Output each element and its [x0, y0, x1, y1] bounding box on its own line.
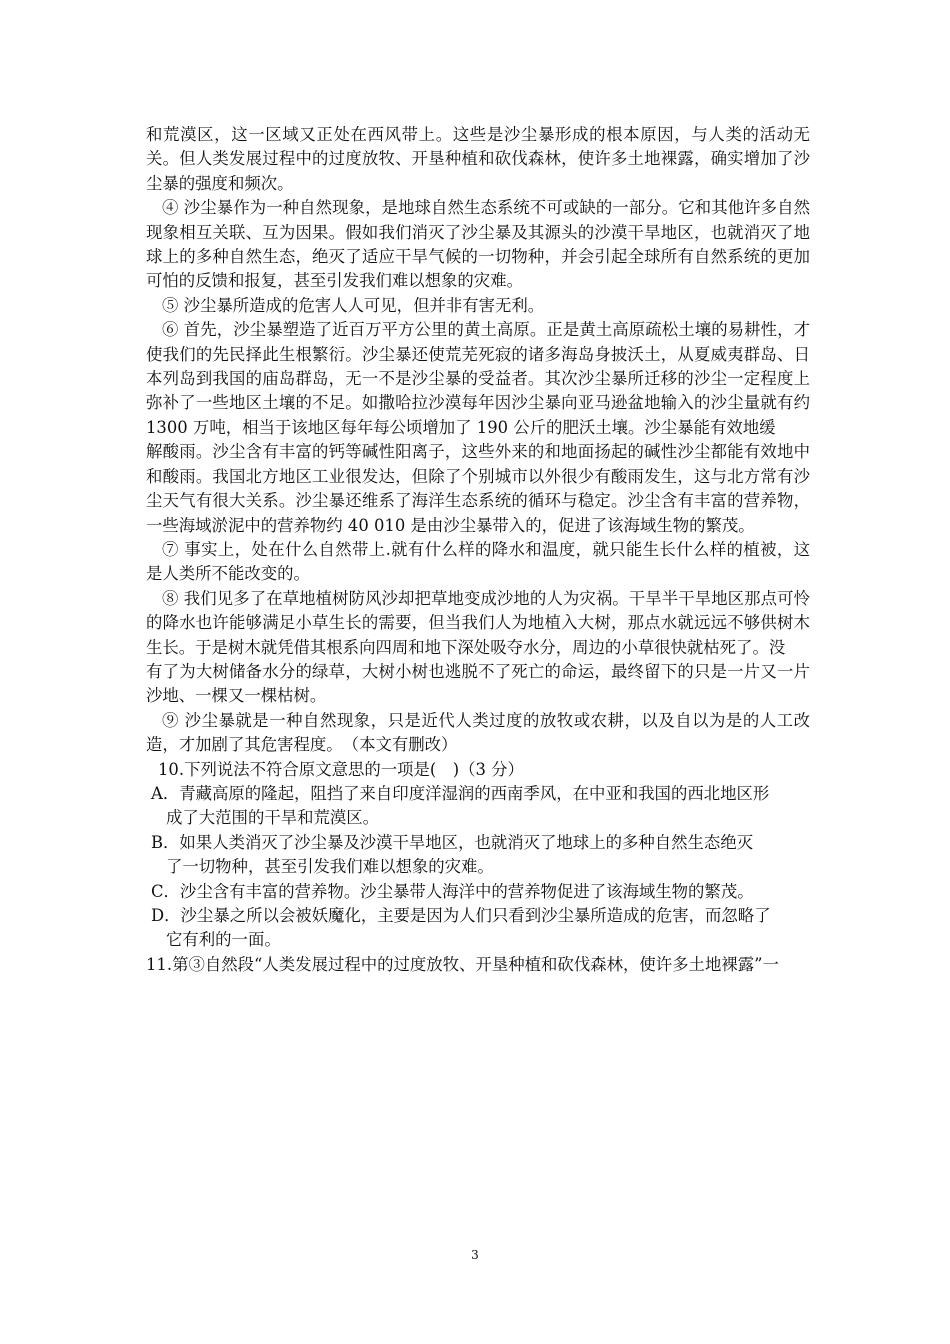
paragraph-4: ④ 沙尘暴作为一种自然现象，是地球自然生态系统不可或缺的一部分。它和其他许多自然现象相互关联、互为因果。假如我们消灭了沙尘暴及其源头的沙漠干旱地区，也就消灭了地球上的多种自然生态，绝灭了适应干旱气候的一切物种，并会引起全球所有自然系统的更加可怕的反馈和报复，甚至引发我们难以想象的灾难。	[146, 198, 810, 291]
paragraph-continuation: 和荒漠区，这一区域又正处在西风带上。这些是沙尘暴形成的根本原因，与人类的活动无关。但人类发展过程中的过度放牧、开垦种植和砍伐森林，使许多土地裸露，确实增加了沙尘暴的强度和频次。	[146, 125, 810, 193]
option-c: C．沙尘含有丰富的营养物。沙尘暴带人海洋中的营养物促进了该海域生物的繁茂。	[151, 881, 754, 901]
question-11: 11.第③自然段“人类发展过程中的过度放牧、开垦种植和砍伐森林，使许多土地裸露”一	[146, 954, 779, 974]
paragraph-6-continuation: 解酸雨。沙尘含有丰富的钙等碱性阳离子，这些外来的和地面扬起的碱性沙尘都能有效地中和酸雨。我国北方地区工业很发达，但除了个别城市以外很少有酸雨发生，这与北方常有沙尘天气有很大关系。沙尘暴还维系了海洋生态系统的循环与稳定。沙尘含有丰富的营养物，一些海域淤泥中的营养物约 40 010 是由沙尘暴带入的，促进了该海域生物的繁茂。	[146, 442, 810, 535]
question-10: 10.下列说法不符合原文意思的一项是( )（3 分）	[158, 759, 524, 779]
option-a: A．青藏高原的隆起，阻挡了来自印度洋湿润的西南季风，在中亚和我国的西北地区形	[151, 783, 770, 803]
paragraph-5: ⑤ 沙尘暴所造成的危害人人可见，但并非有害无利。	[162, 295, 545, 315]
option-a-continuation: 成了大范围的干旱和荒漠区。	[166, 808, 380, 828]
option-d: D．沙尘暴之所以会被妖魔化，主要是因为人们只看到沙尘暴所造成的危害，而忽略了	[151, 906, 771, 925]
paragraph-8: ⑧ 我们见多了在草地植树防风沙却把草地变成沙地的人为灾祸。干旱半干旱地区那点可怜的降水也许能够满足小草生长的需要，但当我们人为地植入大树，那点水就远远不够供树木生长。于是树木就凭借其根系向四周和地下深处吸夺水分，周边的小草很快就枯死了。没	[146, 588, 810, 657]
paragraph-8-continuation: 有了为大树储备水分的绿草，大树小树也逃脱不了死亡的命运，最终留下的只是一片又一片沙地、一棵又一棵枯树。	[146, 661, 810, 706]
option-d-continuation: 它有利的一面。	[166, 930, 281, 950]
option-b: B．如果人类消灭了沙尘暴及沙漠干旱地区，也就消灭了地球上的多种自然生态绝灭	[151, 832, 754, 852]
paragraph-6: ⑥ 首先，沙尘暴塑造了近百万平方公里的黄土高原。正是黄土高原疏松土壤的易耕性，才使我们的先民择此生根繁衍。沙尘暴还使荒芜死寂的诸多海岛身披沃土，从夏威夷群岛、日本列岛到我国的庙岛群岛，无一不是沙尘暴的受益者。其次沙尘暴所迁移的沙尘一定程度上弥补了一些地区土壤的不足。如撒哈拉沙漠每年因沙尘暴向亚马逊盆地输入的沙尘量就有约 1300 万吨，相当于该地区每年每公顷增加了 190 公斤的肥沃土壤。沙尘暴能有效地缓	[146, 320, 810, 437]
page-number: 3	[471, 1248, 479, 1262]
paragraph-7: ⑦ 事实上，处在什么自然带上.就有什么样的降水和温度，就只能生长什么样的植被，这是人类所不能改变的。	[146, 539, 810, 584]
paragraph-9: ⑨ 沙尘暴就是一种自然现象，只是近代人类过度的放牧或农耕，以及自以为是的人工改造，才加剧了其危害程度。 （本文有删改）	[146, 710, 810, 755]
document-body	[146, 123, 810, 977]
option-b-continuation: 了一切物种，甚至引发我们难以想象的灾难。	[166, 857, 494, 877]
